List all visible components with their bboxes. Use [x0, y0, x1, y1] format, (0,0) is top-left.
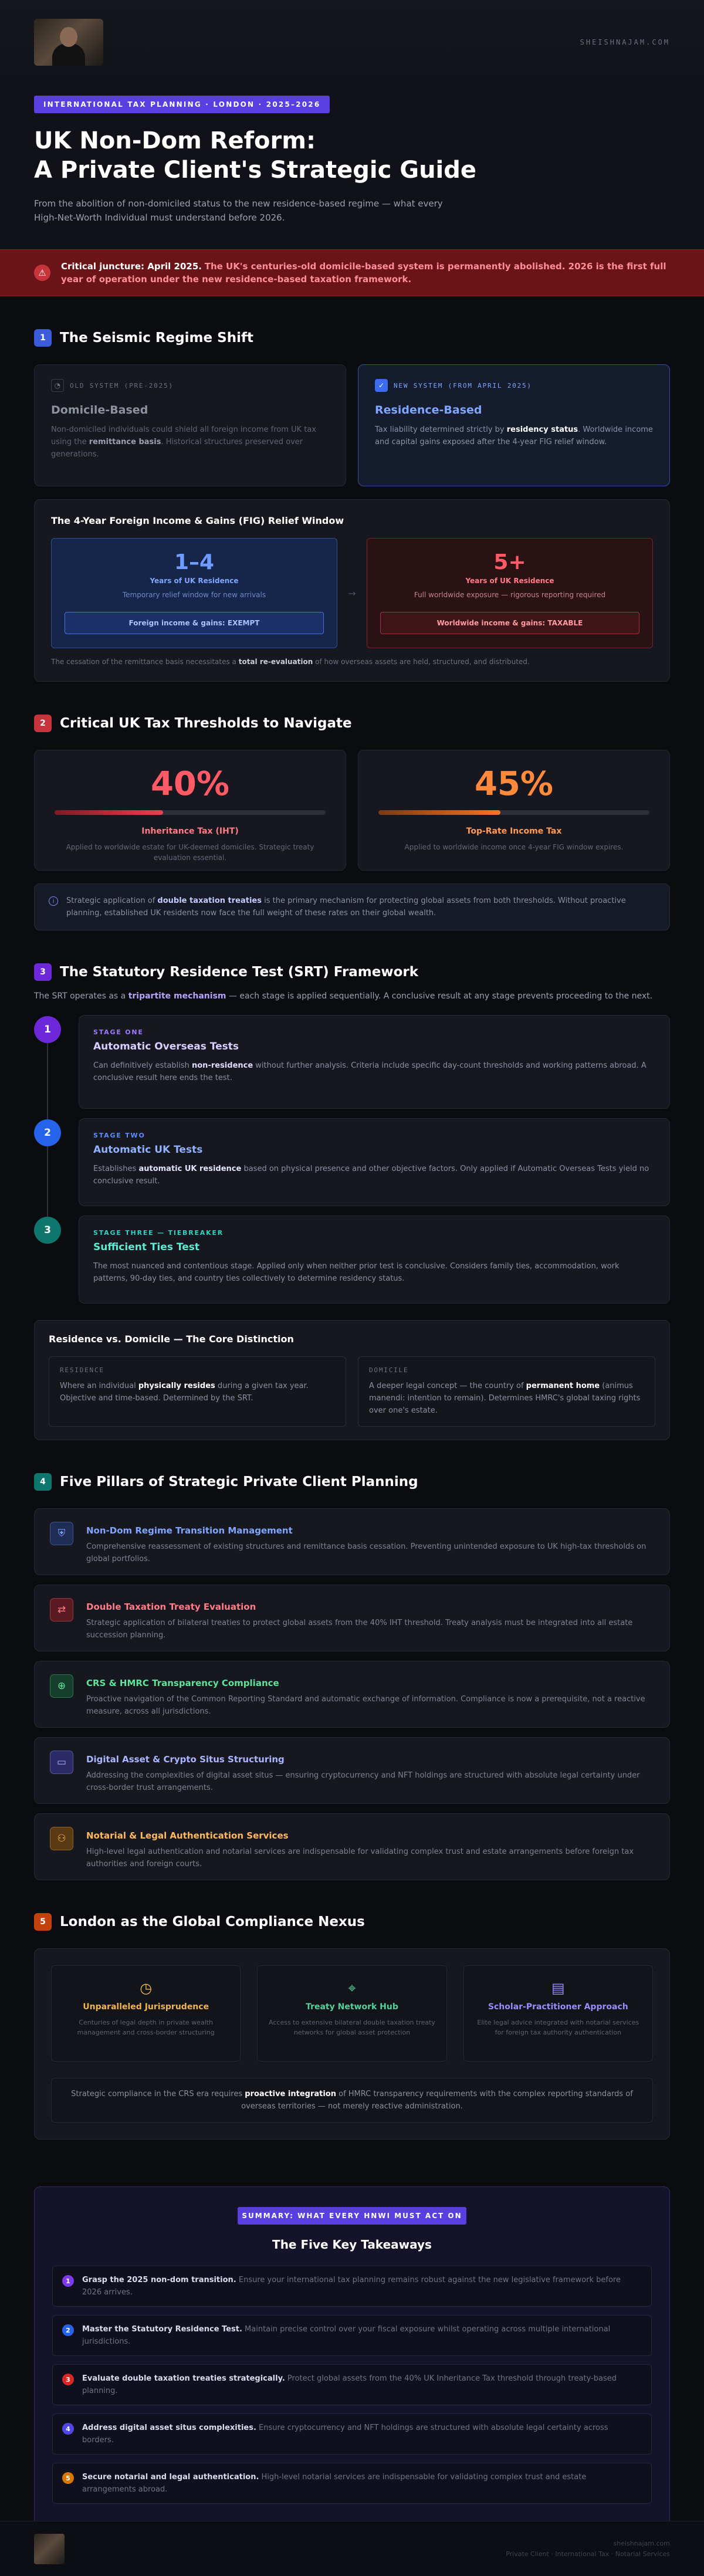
- takeaway-body: Maintain precise control over your fiscal exposure whilst operating across multiple international jurisdictions.: [82, 2325, 611, 2346]
- domicile-box: [358, 1356, 655, 1427]
- text: Establishes: [93, 1165, 139, 1173]
- section-number: 5: [34, 1913, 52, 1931]
- threshold-value: 45%: [474, 765, 554, 803]
- pillar-item: [34, 1661, 670, 1728]
- feature-icon: ⌖: [348, 1980, 356, 1996]
- stage-card: [79, 1118, 670, 1206]
- threshold-label: Top-Rate Income Tax: [466, 827, 562, 836]
- text: The cessation of the remittance basis necessitates a: [51, 658, 239, 666]
- threshold-bar: [55, 810, 326, 815]
- pillar-title: Notarial & Legal Authentication Services: [86, 1830, 289, 1841]
- feature-title: Scholar-Practitioner Approach: [488, 2002, 628, 2012]
- stage-number: 3: [34, 1217, 61, 1244]
- pillar-item: [34, 1737, 670, 1804]
- takeaway-number: 4: [62, 2423, 74, 2435]
- threshold-value: 40%: [150, 765, 230, 803]
- london-note: [51, 2078, 653, 2123]
- summary-badge: SUMMARY: WHAT EVERY HNWI MUST ACT ON: [238, 2207, 466, 2225]
- fig-pill: Worldwide income & gains: TAXABLE: [380, 612, 639, 634]
- takeaway-text: [82, 2323, 642, 2348]
- stage-title: Sufficient Ties Test: [93, 1241, 199, 1253]
- page-title: [34, 126, 670, 185]
- residence-box: [49, 1356, 346, 1427]
- section-title: The Seismic Regime Shift: [60, 330, 253, 346]
- london-grid: [51, 1965, 653, 2062]
- takeaway-lead: Secure notarial and legal authentication.: [82, 2473, 259, 2482]
- stage-label: STAGE TWO: [93, 1132, 145, 1139]
- stage-title: Automatic UK Tests: [93, 1144, 203, 1156]
- arrow-right-icon: →: [348, 587, 356, 599]
- pillar-icon: ⇄: [50, 1598, 73, 1622]
- residence-vs-domicile: [34, 1320, 670, 1440]
- takeaway-number: 5: [62, 2472, 74, 2484]
- section-title: Critical UK Tax Thresholds to Navigate: [60, 716, 352, 731]
- takeaway-item: [52, 2315, 652, 2356]
- alert-lead: Critical juncture: April 2025.: [61, 261, 202, 272]
- emphasis: total re-evaluation: [238, 658, 313, 666]
- pillar-title: CRS & HMRC Transparency Compliance: [86, 1678, 279, 1688]
- fig-note: [51, 658, 653, 666]
- footer-tagline: Private Client · International Tax · Notarial Services: [506, 2550, 670, 2558]
- rd-title: Residence vs. Domicile — The Core Distinction: [49, 1333, 294, 1345]
- eyebrow-badge: INTERNATIONAL TAX PLANNING · LONDON · 2025–2026: [34, 96, 330, 113]
- author-avatar: [34, 19, 103, 66]
- pillars-list: [34, 1508, 670, 1880]
- section-title: London as the Global Compliance Nexus: [60, 1914, 365, 1930]
- fig-desc: Full worldwide exposure — rigorous reporting required: [414, 591, 606, 599]
- box-tag: RESIDENCE: [60, 1366, 104, 1374]
- text: Tax liability determined strictly by: [375, 425, 507, 434]
- pillar-desc: Proactive navigation of the Common Reporting Standard and automatic exchange of information. Compliance is now a prerequisite, not a reactive measure, across all jurisdictions.: [86, 1695, 645, 1716]
- site-name[interactable]: SHEISHNAJAM.COM: [580, 38, 670, 46]
- emphasis: permanent home: [526, 1382, 600, 1390]
- threshold-bar: [378, 810, 649, 815]
- takeaway-body: Protect global assets from the 40% UK Inheritance Tax threshold through treaty-based planning.: [82, 2374, 617, 2395]
- pillar-desc: Addressing the complexities of digital asset situs — ensuring cryptocurrency and NFT holdings are structured with absolute legal certainty under cross-border trust arrangements.: [86, 1771, 640, 1792]
- section-3-heading: [34, 963, 670, 981]
- title-line-2: A Private Client's Strategic Guide: [34, 157, 477, 184]
- srt-stage-3: [34, 1216, 670, 1304]
- threshold-bar-fill: [55, 810, 163, 815]
- srt-stage-2: [34, 1118, 670, 1206]
- takeaway-item: [52, 2413, 652, 2455]
- fig-desc: Temporary relief window for new arrivals: [122, 591, 266, 599]
- site-header: [0, 0, 704, 84]
- text: . Historical structures preserved over generations.: [51, 438, 303, 459]
- footer-site-link[interactable]: sheishnajam.com: [613, 2539, 670, 2547]
- feature-title: Treaty Network Hub: [306, 2002, 398, 2012]
- text: — each stage is applied sequentially. A conclusive result at any stage prevents proceeding to the next.: [226, 991, 653, 1001]
- takeaway-lead: Master the Statutory Residence Test.: [82, 2325, 242, 2334]
- takeaway-item: [52, 2266, 652, 2307]
- london-feature: [463, 1965, 653, 2062]
- srt-intro: [34, 991, 670, 1001]
- pillar-icon: ⊕: [50, 1674, 73, 1698]
- takeaways-list: [52, 2266, 652, 2504]
- fig-title: The 4-Year Foreign Income & Gains (FIG) Relief Window: [51, 515, 344, 526]
- takeaway-text: [82, 2372, 642, 2397]
- pillar-icon: ⚇: [50, 1827, 73, 1850]
- section-number: 4: [34, 1473, 52, 1491]
- text: The SRT operates as a: [34, 991, 128, 1001]
- title-line-1: UK Non-Dom Reform:: [34, 127, 316, 154]
- london-feature: [257, 1965, 446, 2062]
- section-number: 2: [34, 715, 52, 732]
- pillar-item: [34, 1813, 670, 1880]
- text: Strategic compliance in the CRS era requires: [71, 2090, 245, 2098]
- section-number: 3: [34, 963, 52, 981]
- section-4-heading: [34, 1473, 670, 1491]
- takeaway-body: Ensure cryptocurrency and NFT holdings are structured with absolute legal certainty across borders.: [82, 2423, 608, 2445]
- fig-relief-window: [34, 499, 670, 682]
- takeaway-lead: Grasp the 2025 non-dom transition.: [82, 2276, 236, 2284]
- text: Non-domiciled individuals could shield all foreign income from UK tax using the: [51, 425, 316, 446]
- text: based on physical presence and other objective factors. Only applied if Automatic Overseas Tests yield no conclusive result.: [93, 1165, 649, 1186]
- summary-card: [34, 2186, 670, 2533]
- stage-card: [79, 1216, 670, 1304]
- takeaway-number: 1: [62, 2275, 74, 2287]
- takeaway-body: Ensure your international tax planning remains robust against the new legislative framework before 2026 arrives.: [82, 2276, 621, 2297]
- takeaway-text: [82, 2422, 642, 2446]
- lede: From the abolition of non-domiciled status to the new residence-based regime — what every High-Net-Worth Individual must understand before 2026.: [34, 198, 443, 223]
- pillar-icon: ▭: [50, 1751, 73, 1774]
- text: of how overseas assets are held, structured, and distributed.: [313, 658, 530, 666]
- emphasis: automatic UK residence: [138, 1165, 242, 1173]
- emphasis: remittance basis: [89, 438, 161, 446]
- section-title: The Statutory Residence Test (SRT) Framework: [60, 964, 419, 980]
- takeaway-number: 3: [62, 2374, 74, 2385]
- stage-card: [79, 1015, 670, 1109]
- emphasis: double taxation treaties: [157, 896, 262, 905]
- new-system-card: [358, 364, 670, 486]
- fig-years: 1–4: [174, 550, 215, 574]
- fig-taxable-box: [367, 538, 653, 648]
- section-5-heading: [34, 1913, 670, 1931]
- emphasis: residency status: [506, 425, 578, 434]
- feature-desc: Access to extensive bilateral double taxation treaty networks for global asset protection: [269, 2019, 435, 2036]
- emphasis: non-residence: [192, 1061, 253, 1070]
- section-title: Five Pillars of Strategic Private Client Planning: [60, 1474, 418, 1490]
- alert-highlight: The UK's centuries-old domicile-based system is permanently abolished. 2026 is the first full year of operation under the new residence-based taxation framework.: [61, 261, 666, 285]
- threshold-bar-fill: [378, 810, 500, 815]
- fig-exempt-box: [51, 538, 337, 648]
- takeaway-text: [82, 2274, 642, 2299]
- stage-label: STAGE THREE — TIEBREAKER: [93, 1229, 224, 1237]
- text: Strategic application of: [66, 896, 158, 905]
- takeaway-number: 2: [62, 2324, 74, 2336]
- feature-icon: ◷: [140, 1980, 153, 1996]
- treaty-note: [34, 884, 670, 930]
- pillar-desc: Comprehensive reassessment of existing structures and remittance basis cessation. Preventing unintended exposure to UK high-tax thresholds on global portfolios.: [86, 1542, 647, 1563]
- fig-years: 5+: [493, 550, 526, 574]
- text: (animus manendi: intention to remain). Determines HMRC's global taxing rights over one's estate.: [369, 1382, 641, 1415]
- income-tax-threshold-card: [358, 750, 670, 871]
- pillar-item: [34, 1585, 670, 1651]
- old-system-card: [34, 364, 346, 486]
- text: during a given tax year. Objective and time-based. Determined by the SRT.: [60, 1382, 309, 1403]
- takeaway-lead: Address digital asset situs complexities.: [82, 2423, 256, 2432]
- feature-desc: Elite legal advice integrated with notarial services for foreign tax authority authentication: [477, 2019, 639, 2036]
- text: without further analysis. Criteria include specific day-count thresholds and working patterns abroad. A conclusive result here ends the test.: [93, 1061, 647, 1082]
- stage-desc: The most nuanced and contentious stage. Applied only when neither prior test is conclusive. Considers family ties, accommodation, work patterns, 90-day ties, and country ties collectively to determine residency status.: [93, 1262, 620, 1283]
- fig-pill: Foreign income & gains: EXEMPT: [65, 612, 324, 634]
- pillar-desc: Strategic application of bilateral treaties to protect global assets from the 40% IHT threshold. Treaty analysis must be integrated into all estate succession planning.: [86, 1619, 633, 1640]
- text: A deeper legal concept — the country of: [369, 1382, 526, 1390]
- emphasis: tripartite mechanism: [128, 991, 226, 1001]
- card-title: Domicile-Based: [51, 404, 148, 417]
- emphasis: physically resides: [138, 1382, 215, 1390]
- srt-stage-1: [34, 1015, 670, 1109]
- check-icon: ✓: [375, 379, 388, 392]
- pillar-title: Digital Asset & Crypto Situs Structuring: [86, 1754, 285, 1765]
- footer-avatar: [34, 2534, 65, 2564]
- text: Where an individual: [60, 1382, 138, 1390]
- fig-sub: Years of UK Residence: [150, 577, 239, 585]
- pillar-item: [34, 1508, 670, 1575]
- fig-sub: Years of UK Residence: [465, 577, 554, 585]
- stage-label: STAGE ONE: [93, 1028, 144, 1036]
- threshold-desc: Applied to worldwide estate for UK-deemed domiciles. Strategic treaty evaluation essential.: [66, 843, 314, 862]
- feature-icon: ▤: [551, 1980, 565, 1996]
- iht-threshold-card: [34, 750, 346, 871]
- takeaway-item: [52, 2463, 652, 2504]
- info-icon: i: [49, 896, 58, 906]
- stage-title: Automatic Overseas Tests: [93, 1041, 239, 1052]
- pillar-title: Double Taxation Treaty Evaluation: [86, 1602, 256, 1612]
- critical-alert: [0, 249, 704, 296]
- clock-icon: ◔: [51, 379, 64, 392]
- threshold-label: Inheritance Tax (IHT): [141, 827, 239, 836]
- stage-number: 2: [34, 1119, 61, 1146]
- takeaway-item: [52, 2364, 652, 2405]
- card-tag: NEW SYSTEM (FROM APRIL 2025): [394, 381, 532, 390]
- feature-title: Unparalleled Jurisprudence: [83, 2002, 209, 2012]
- pillar-title: Non-Dom Regime Transition Management: [86, 1525, 293, 1536]
- section-1-heading: [34, 329, 670, 347]
- takeaway-text: [82, 2471, 642, 2496]
- pillar-desc: High-level legal authentication and notarial services are indispensable for validating complex trust and estate arrangements before foreign tax authorities and foreign courts.: [86, 1847, 634, 1868]
- section-number: 1: [34, 329, 52, 347]
- pillar-icon: ⛨: [50, 1522, 73, 1545]
- box-tag: DOMICILE: [369, 1366, 409, 1374]
- hero: [0, 84, 704, 249]
- threshold-desc: Applied to worldwide income once 4-year FIG window expires.: [404, 843, 624, 851]
- feature-desc: Centuries of legal depth in private wealth management and cross-border structuring: [77, 2019, 215, 2036]
- text: is the primary mechanism for protecting global assets from both thresholds. Without proactive planning, established UK residents now face the full weight of these rates on their global wealth.: [66, 896, 626, 918]
- stage-number: 1: [34, 1016, 61, 1043]
- text: of HMRC transparency requirements with the complex reporting standards of overseas territories — not merely reactive administration.: [241, 2090, 633, 2111]
- london-nexus-card: [34, 1948, 670, 2140]
- london-feature: [51, 1965, 241, 2062]
- text: . Worldwide income and capital gains exposed after the 4-year FIG relief window.: [375, 425, 653, 446]
- site-footer: [0, 2521, 704, 2576]
- summary-title: The Five Key Takeaways: [272, 2238, 432, 2252]
- text: Can definitively establish: [93, 1061, 192, 1070]
- takeaway-lead: Evaluate double taxation treaties strategically.: [82, 2374, 285, 2383]
- emphasis: proactive integration: [245, 2090, 336, 2098]
- section-2-heading: [34, 715, 670, 732]
- takeaway-body: High-level notarial services are indispensable for validating complex trust and estate arrangements abroad.: [82, 2473, 587, 2494]
- warning-icon: ⚠: [34, 265, 50, 281]
- card-tag: OLD SYSTEM (PRE-2025): [70, 381, 174, 390]
- card-title: Residence-Based: [375, 404, 482, 417]
- timeline-line: [47, 1043, 48, 1125]
